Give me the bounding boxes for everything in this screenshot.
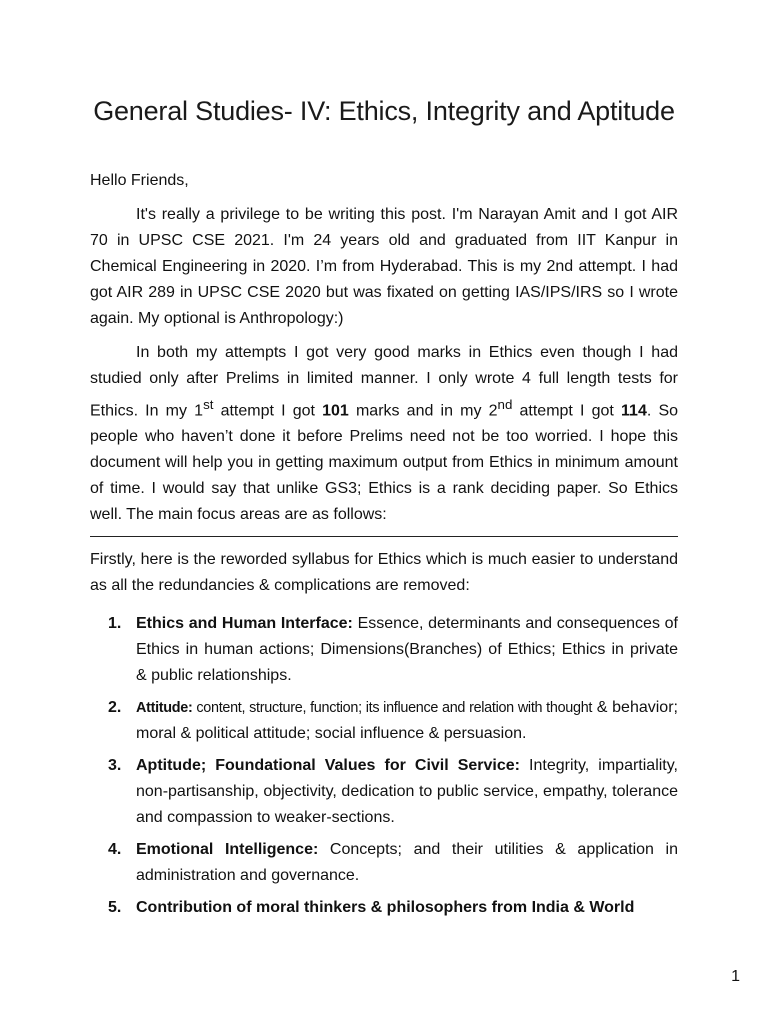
syllabus-item-heading: Attitude:	[136, 700, 193, 717]
syllabus-item-number: 1.	[108, 615, 122, 633]
syllabus-item-text: Essence, determinants and consequences of Ethics in human actions; Dimensions(Branches) of Ethics; Ethics in private & public relationships.	[136, 615, 678, 685]
first-attempt-marks: 101	[322, 402, 349, 420]
syllabus-item-number: 5.	[108, 899, 122, 917]
syllabus-item	[90, 895, 678, 921]
section-divider	[90, 536, 678, 537]
syllabus-item	[90, 611, 678, 689]
syllabus-intro: Firstly, here is the reworded syllabus for Ethics which is much easier to understand as all the redundancies & complications are removed:	[90, 551, 678, 595]
syllabus-item	[90, 753, 678, 831]
greeting: Hello Friends,	[90, 172, 189, 189]
syllabus-item-text: Concepts; and their utilities & application in administration and governance.	[136, 841, 678, 885]
syllabus-item-number: 3.	[108, 757, 122, 775]
syllabus-item-heading: Contribution of moral thinkers & philosophers from India & World	[136, 899, 635, 917]
syllabus-item-heading: Aptitude; Foundational Values for Civil Service:	[136, 757, 520, 775]
para2-text-5: . So people who haven’t done it before Prelims need not be too worried. I hope this document will help you in getting maximum output from Ethics in minimum amount of time. I would say that unlike GS3; Ethics is a rank deciding paper. So Ethics well. The main focus areas are as follows:	[90, 402, 679, 524]
second-attempt-marks: 114	[621, 402, 647, 420]
para2-text-1: In both my attempts I got very good marks in Ethics even though I had studied only after Prelims in limited manner. I only wrote 4 full length tests for Ethics. In my 1	[90, 344, 678, 420]
syllabus-item-number: 4.	[108, 841, 122, 859]
syllabus-item-number: 2.	[108, 699, 122, 717]
syllabus-item	[90, 695, 678, 747]
syllabus-item	[90, 837, 678, 889]
syllabus-item-text: content, structure, function; its influence and relation with thought	[192, 700, 593, 717]
syllabus-item-text: Integrity, impartiality, non-partisanship, objectivity, dedication to public service, empathy, tolerance and compassion to weaker-sections.	[136, 757, 678, 827]
syllabus-item-heading: Emotional Intelligence:	[136, 841, 319, 859]
page-number: 1	[731, 968, 740, 985]
para2-text-2: attempt I got	[213, 402, 323, 420]
page-title: General Studies- IV: Ethics, Integrity and Aptitude	[93, 96, 675, 126]
para2-text-3: marks and in my 2	[348, 402, 498, 420]
syllabus-item-text-continued: & behavior; moral & political attitude; social influence & persuasion.	[136, 699, 678, 743]
ethics-marks-paragraph	[90, 340, 678, 528]
syllabus-list	[90, 611, 678, 921]
para2-text-4: attempt I got	[512, 402, 622, 420]
intro-paragraph: It's really a privilege to be writing this post. I'm Narayan Amit and I got AIR 70 in UPSC CSE 2021. I'm 24 years old and graduated from IIT Kanpur in Chemical Engineering in 2020. I’m from Hyderabad. This is my 2nd attempt. I had got AIR 289 in UPSC CSE 2020 but was fixated on getting IAS/IPS/IRS so I wrote again. My optional is Anthropology:)	[90, 206, 678, 327]
syllabus-item-heading: Ethics and Human Interface:	[136, 615, 353, 633]
para2-sup-1: st	[203, 397, 214, 412]
para2-sup-2: nd	[497, 397, 513, 412]
document-body	[90, 168, 678, 927]
